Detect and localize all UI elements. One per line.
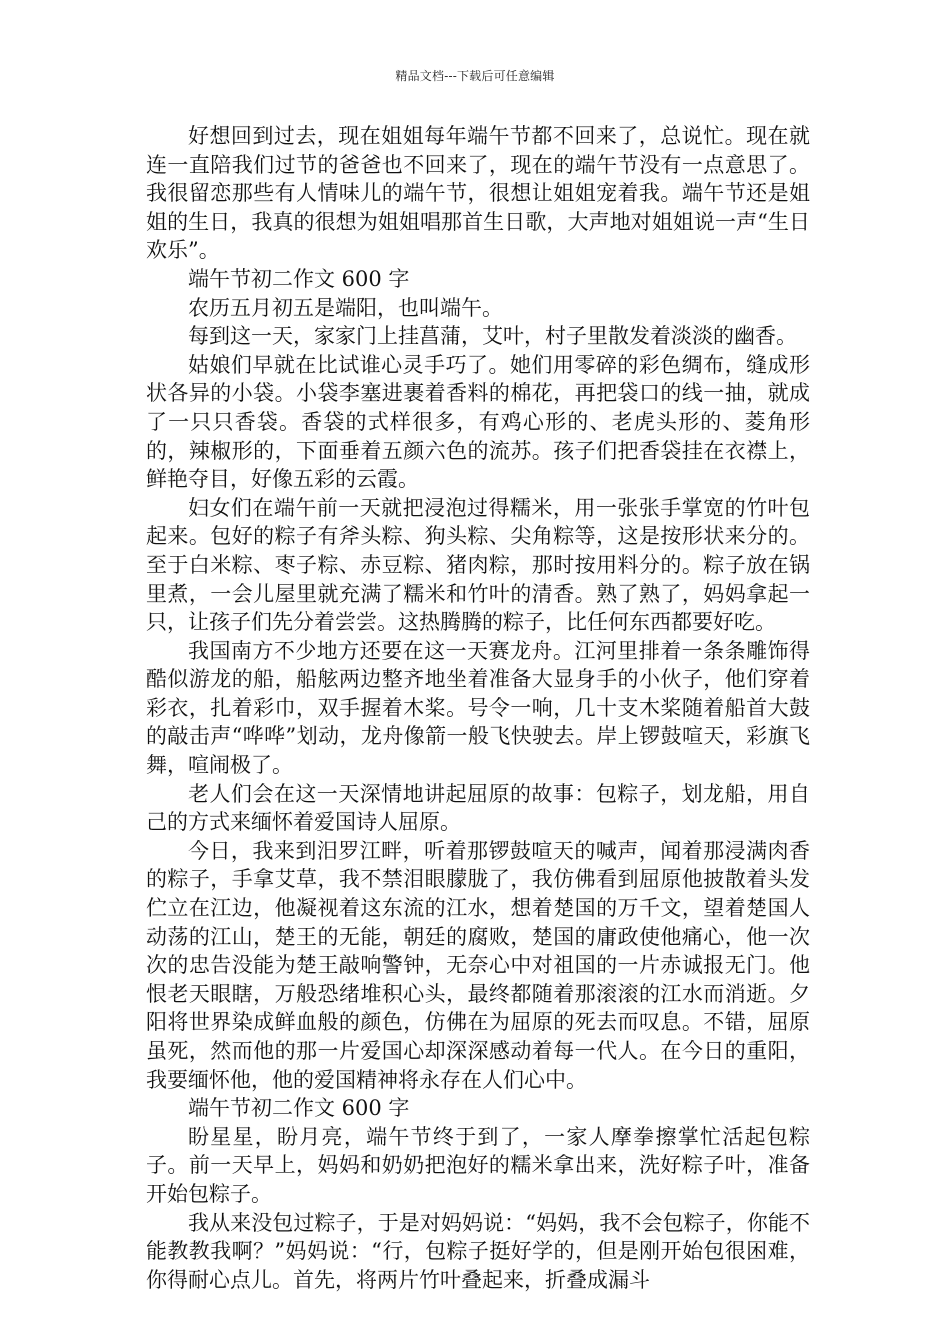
paragraph: 老人们会在这一天深情地讲起屈原的故事：包粽子，划龙船，用自己的方式来缅怀着爱国诗人屈原。 bbox=[146, 781, 810, 835]
paragraph: 我国南方不少地方还要在这一天赛龙舟。江河里排着一条条雕饰得酷似游龙的船，船舷两边整齐地坐着准备大显身手的小伙子，他们穿着彩衣，扎着彩巾，双手握着木桨。号令一响，几十支木桨随着船首大鼓的敲击声“哗哗”划动，龙舟像箭一般飞快驶去。岸上锣鼓喧天，彩旗飞舞，喧闹极了。 bbox=[146, 638, 810, 778]
paragraph: 今日，我来到汨罗江畔，听着那锣鼓喧天的喊声，闻着那浸满肉香的粽子，手拿艾草，我不禁泪眼朦胧了，我仿佛看到屈原他披散着头发伫立在江边，他凝视着这东流的江水，想着楚国的万千文，望着楚国人动荡的江山，楚王的无能，朝廷的腐败，楚国的庸政使他痛心，他一次次的忠告没能为楚王敲响警钟，无奈心中对祖国的一片赤诚报无门。他恨老天眼瞎，万般恐绪堆积心头，最终都随着那滚滚的江水而消逝。夕阳将世界染成鲜血般的颜色，仿佛在为屈原的死去而叹息。不错，屈原虽死，然而他的那一片爱国心却深深感动着每一代人。在今日的重阳，我要缅怀他，他的爱国精神将永存在人们心中。 bbox=[146, 838, 810, 1092]
paragraph: 每到这一天，家家门上挂菖蒲，艾叶，村子里散发着淡淡的幽香。 bbox=[188, 324, 797, 349]
paragraph: 妇女们在端午前一天就把浸泡过得糯米，用一张张手掌宽的竹叶包起来。包好的粽子有斧头粽、狗头粽、尖角粽等，这是按形状来分的。至于白米粽、枣子粽、赤豆粽、猪肉粽，那时按用料分的。粽子放在锅里煮，一会儿屋里就充满了糯米和竹叶的清香。熟了熟了，妈妈拿起一只，让孩子们先分着尝尝。这热腾腾的粽子，比任何东西都要好吃。 bbox=[146, 495, 810, 635]
document-body bbox=[146, 122, 810, 1294]
paragraph: 姑娘们早就在比试谁心灵手巧了。她们用零碎的彩色绸布，缝成形状各异的小袋。小袋李塞进裹着香料的棉花，再把袋口的线一抽，就成了一只只香袋。香袋的式样很多，有鸡心形的、老虎头形的、菱角形的，辣椒形的，下面垂着五颜六色的流苏。孩子们把香袋挂在衣襟上，鲜艳夺目，好像五彩的云霞。 bbox=[146, 352, 810, 492]
page-header: 精品文档---下载后可任意编辑 bbox=[395, 69, 555, 83]
paragraph: 好想回到过去，现在姐姐每年端午节都不回来了，总说忙。现在就连一直陪我们过节的爸爸也不回来了，现在的端午节没有一点意思了。我很留恋那些有人情味儿的端午节，很想让姐姐宠着我。端午节还是姐姐的生日，我真的很想为姐姐唱那首生日歌，大声地对姐姐说一声“生日欢乐”。 bbox=[146, 124, 810, 263]
paragraph: 农历五月初五是端阳，也叫端午。 bbox=[188, 295, 503, 320]
section-title: 端午节初二作文 600 字 bbox=[188, 1096, 410, 1121]
paragraph: 盼星星，盼月亮，端午节终于到了，一家人摩拳擦掌忙活起包粽子。前一天早上，妈妈和奶奶把泡好的糯米拿出来，洗好粽子叶，准备开始包粽子。 bbox=[146, 1124, 810, 1206]
section-title: 端午节初二作文 600 字 bbox=[188, 266, 410, 291]
paragraph: 我从来没包过粽子，于是对妈妈说：“妈妈，我不会包粽子，你能不能教教我啊？”妈妈说：“行，包粽子挺好学的，但是刚开始包很困难，你得耐心点儿。首先，将两片竹叶叠起来，折叠成漏斗 bbox=[146, 1210, 810, 1292]
